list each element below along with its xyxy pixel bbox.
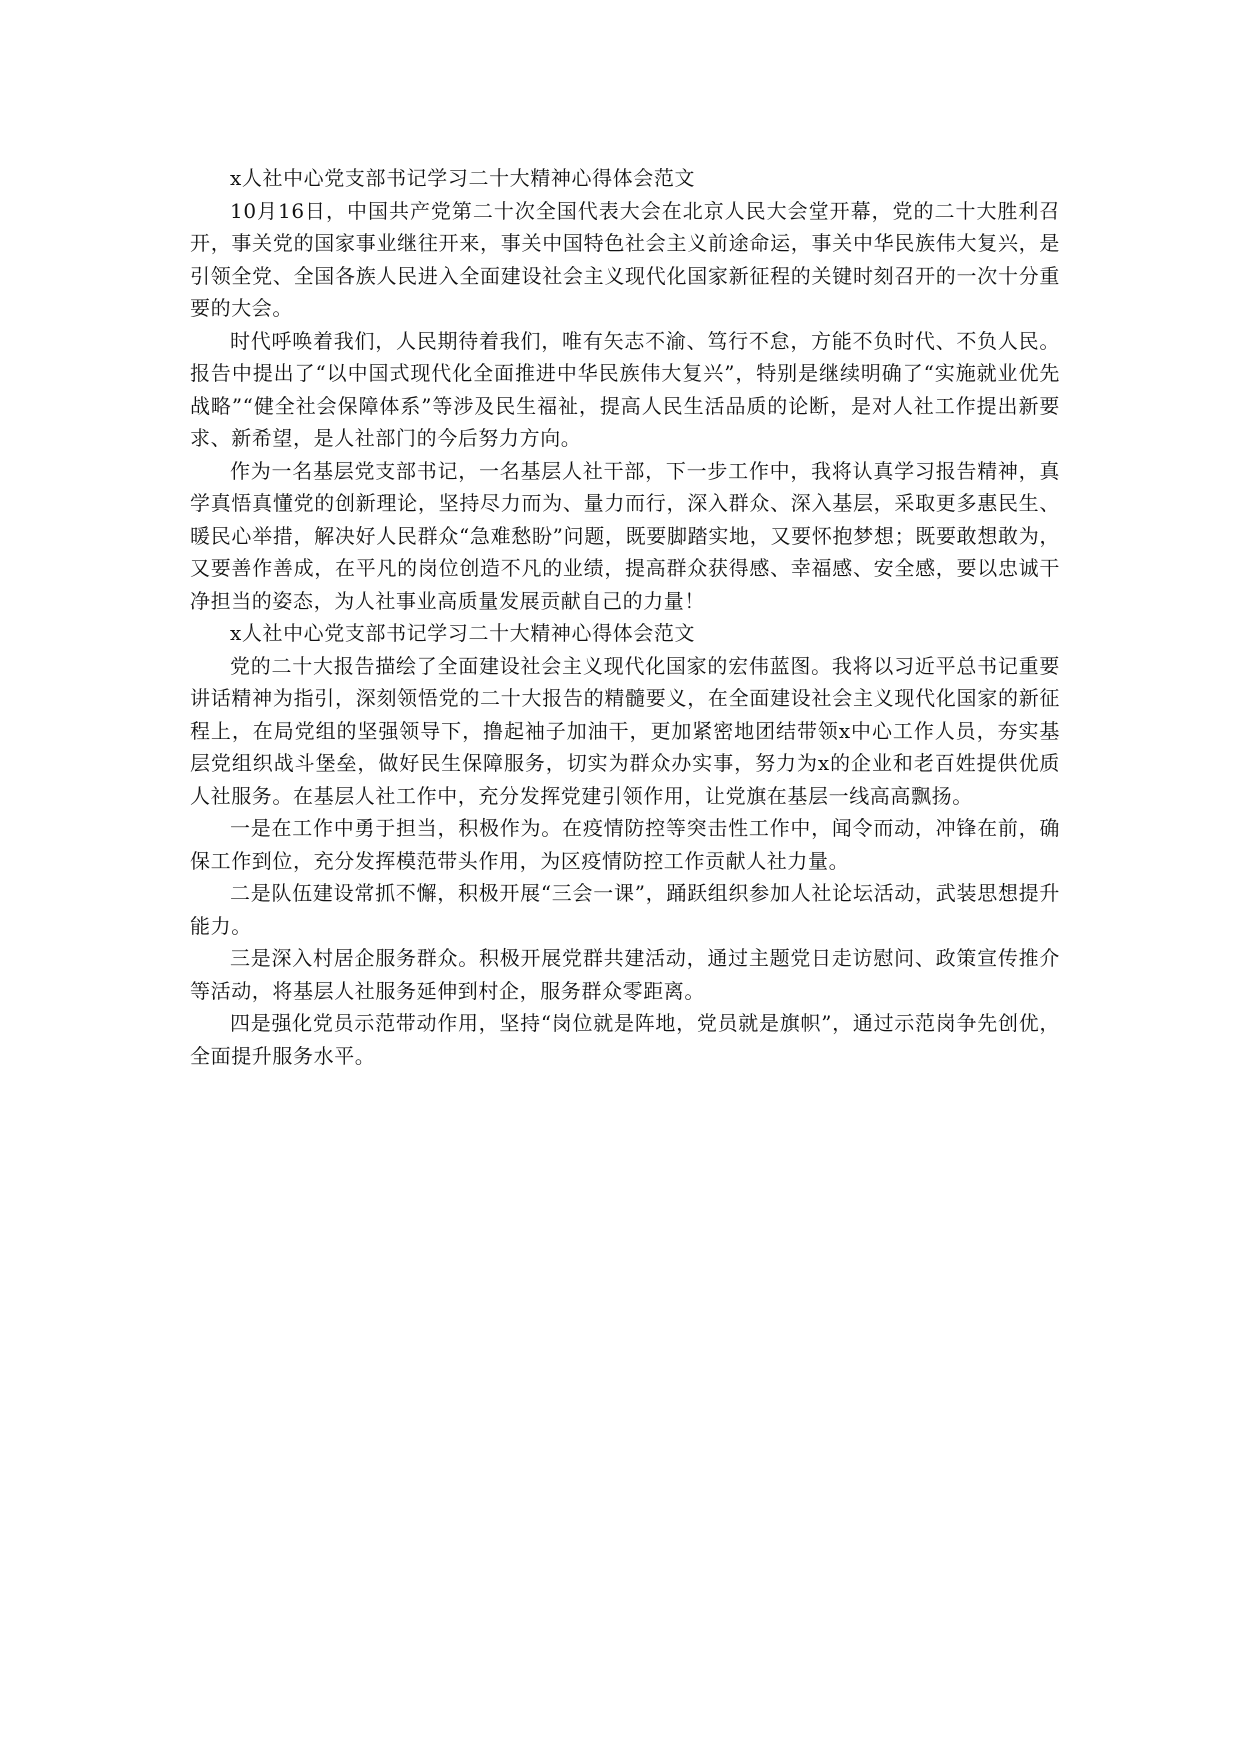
paragraph: 二是队伍建设常抓不懈，积极开展“三会一课”，踊跃组织参加人社论坛活动，武装思想提升能力。 (190, 881, 1060, 938)
document-body (190, 162, 1060, 1072)
paragraph: 一是在工作中勇于担当，积极作为。在疫情防控等突击性工作中，闻令而动，冲锋在前，确保工作到位，充分发挥模范带头作用，为区疫情防控工作贡献人社力量。 (190, 816, 1060, 873)
paragraph: 党的二十大报告描绘了全面建设社会主义现代化国家的宏伟蓝图。我将以习近平总书记重要讲话精神为指引，深刻领悟党的二十大报告的精髓要义，在全面建设社会主义现代化国家的新征程上，在局党组的坚强领导下，撸起袖子加油干，更加紧密地团结带领x中心工作人员，夯实基层党组织战斗堡垒，做好民生保障服务，切实为群众办实事，努力为x的企业和老百姓提供优质人社服务。在基层人社工作中，充分发挥党建引领作用，让党旗在基层一线高高飘扬。 (190, 653, 1060, 808)
paragraph: 四是强化党员示范带动作用，坚持“岗位就是阵地，党员就是旗帜”，通过示范岗争先创优，全面提升服务水平。 (190, 1011, 1060, 1068)
section-title: x人社中心党支部书记学习二十大精神心得体会范文 (230, 166, 696, 190)
paragraph: 10月16日，中国共产党第二十次全国代表大会在北京人民大会堂开幕，党的二十大胜利召开，事关党的国家事业继往开来，事关中国特色社会主义前途命运，事关中华民族伟大复兴，是引领全党、全国各族人民进入全面建设社会主义现代化国家新征程的关键时刻召开的一次十分重要的大会。 (190, 198, 1060, 320)
paragraph: 时代呼唤着我们，人民期待着我们，唯有矢志不渝、笃行不怠，方能不负时代、不负人民。报告中提出了“以中国式现代化全面推进中华民族伟大复兴”，特别是继续明确了“实施就业优先战略”“健全社会保障体系”等涉及民生福祉，提高人民生活品质的论断，是对人社工作提出新要求、新希望，是人社部门的今后努力方向。 (190, 328, 1060, 450)
paragraph: 作为一名基层党支部书记，一名基层人社干部，下一步工作中，我将认真学习报告精神，真学真悟真懂党的创新理论，坚持尽力而为、量力而行，深入群众、深入基层，采取更多惠民生、暖民心举措，解决好人民群众“急难愁盼”问题，既要脚踏实地，又要怀抱梦想；既要敢想敢为，又要善作善成，在平凡的岗位创造不凡的业绩，提高群众获得感、幸福感、安全感，要以忠诚干净担当的姿态，为人社事业高质量发展贡献自己的力量！ (190, 458, 1060, 613)
section-title: x人社中心党支部书记学习二十大精神心得体会范文 (230, 621, 696, 645)
paragraph: 三是深入村居企服务群众。积极开展党群共建活动，通过主题党日走访慰问、政策宣传推介等活动，将基层人社服务延伸到村企，服务群众零距离。 (190, 946, 1060, 1003)
